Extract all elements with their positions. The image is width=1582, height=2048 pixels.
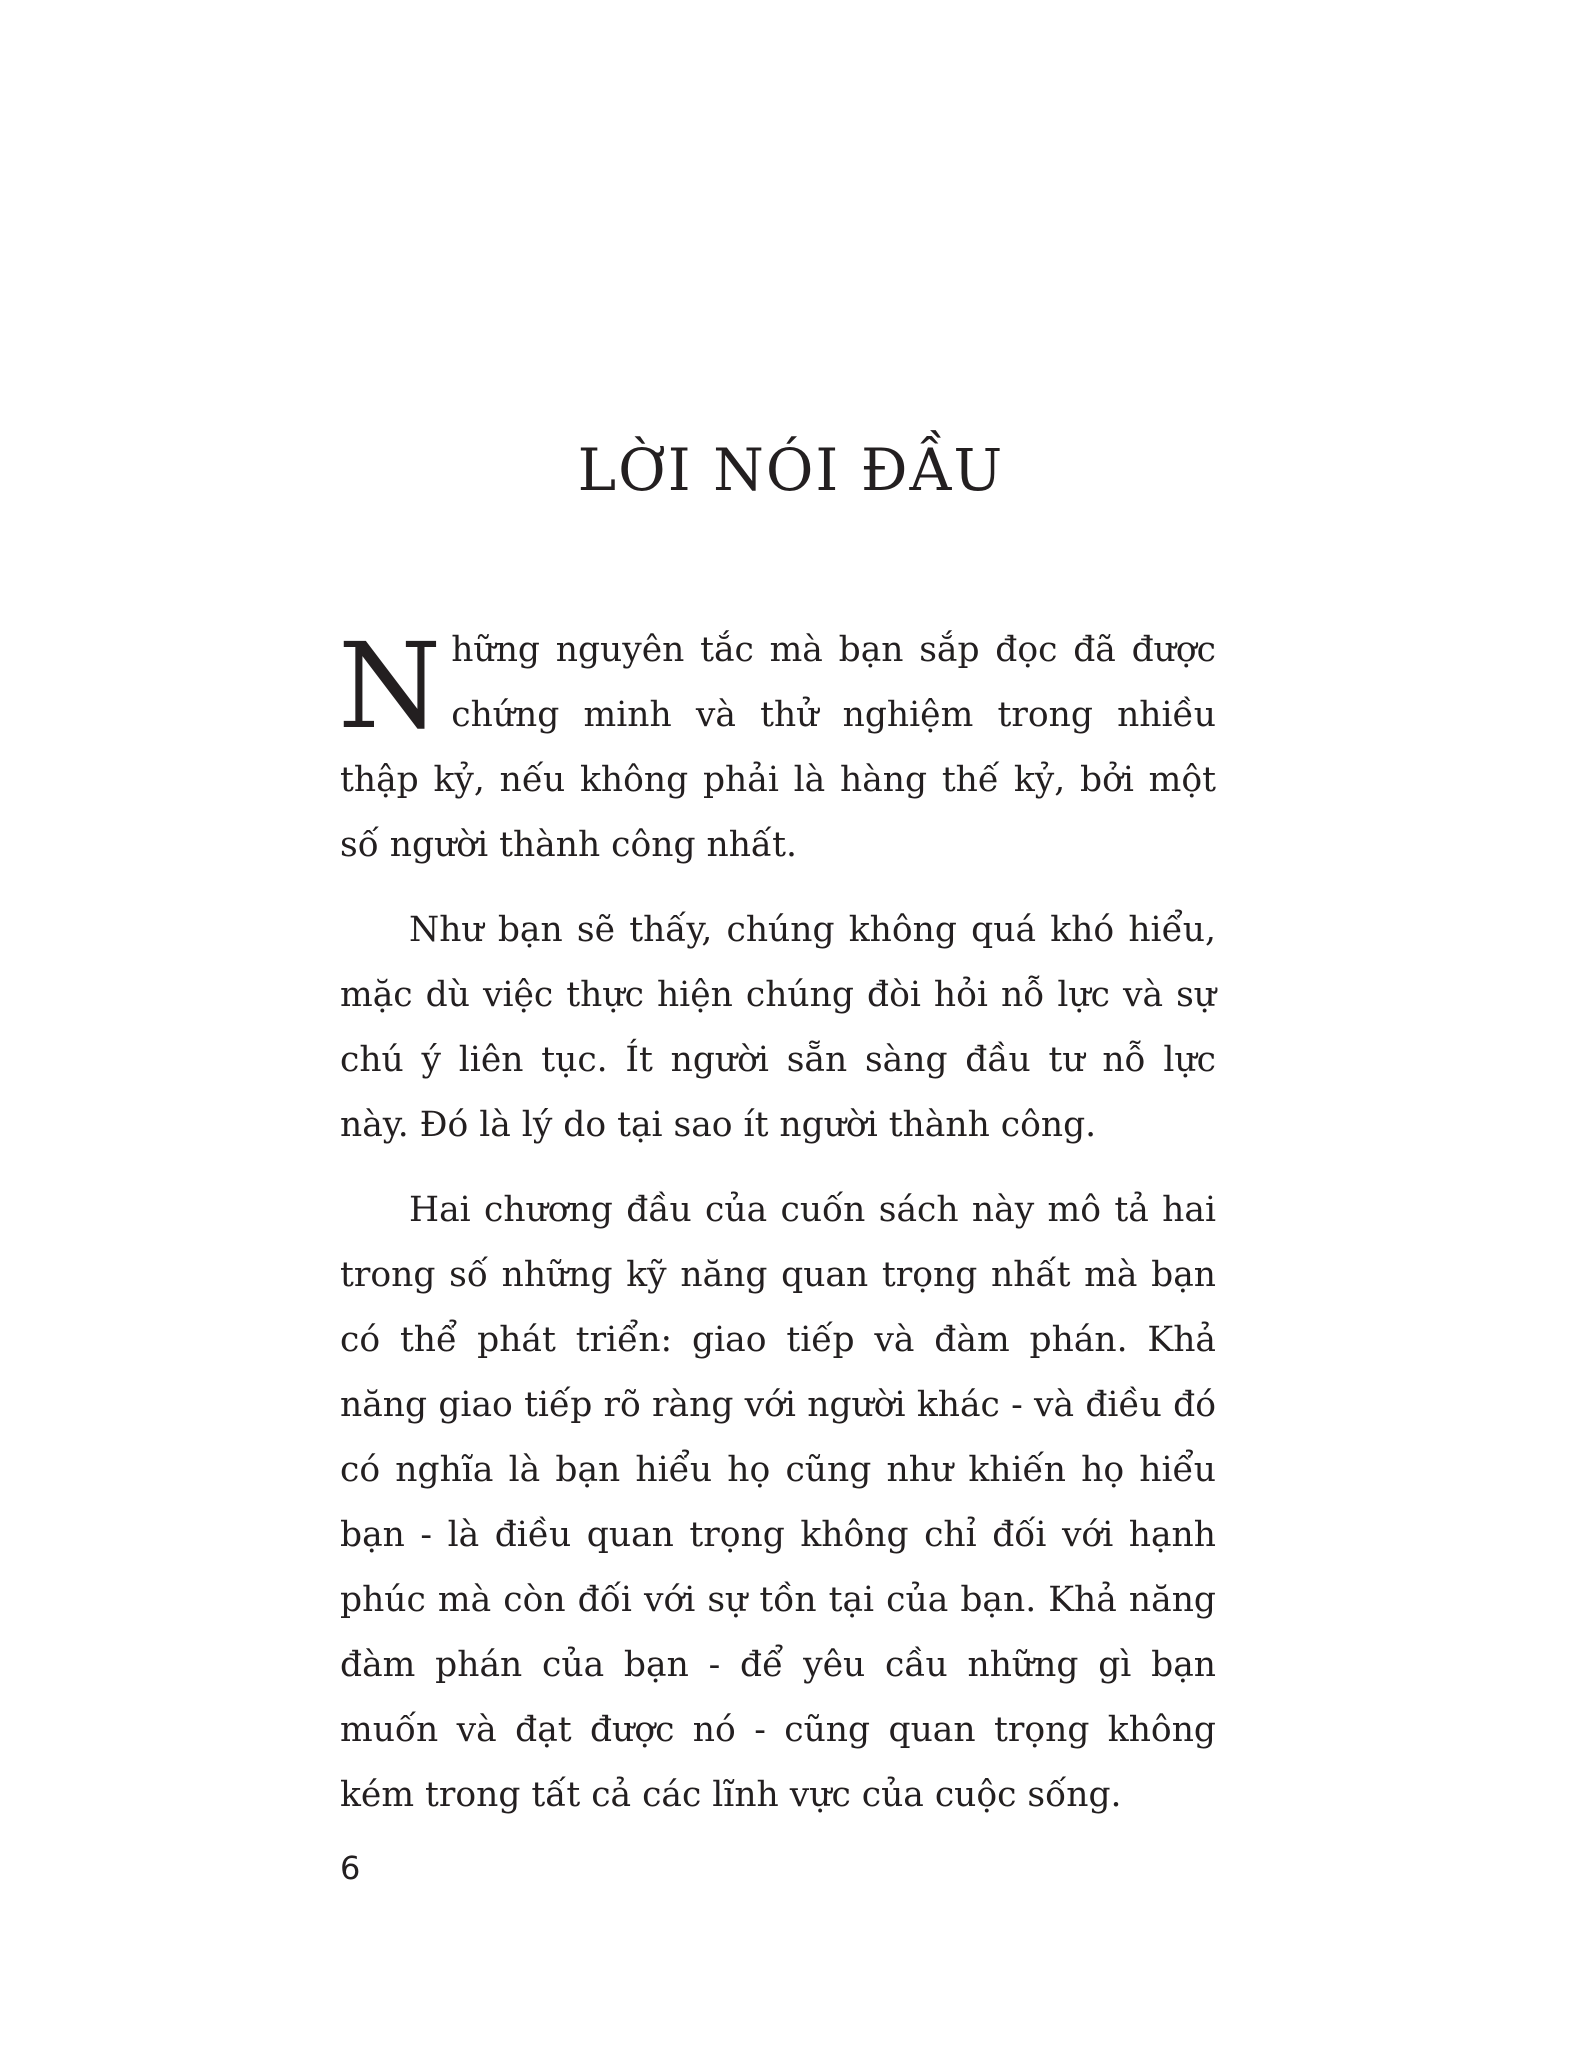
page-number: 6 — [340, 1849, 361, 1887]
drop-cap: N — [338, 617, 442, 755]
page-title: LỜI NÓI ĐẦU — [577, 436, 1005, 504]
paragraph-1-text: hững nguyên tắc mà bạn sắp đọc đã được chứng minh và thử nghiệm trong nhiều thập kỷ, nếu không phải là hàng thế kỷ, bởi một số người thành công nhất. — [340, 630, 1216, 865]
paragraph-2: Như bạn sẽ thấy, chúng không quá khó hiểu, mặc dù việc thực hiện chúng đòi hỏi nỗ lực và sự chú ý liên tục. Ít người sẵn sàng đầu tư nỗ lực này. Đó là lý do tại sao ít người thành công. — [340, 910, 1216, 1145]
paragraph-1 — [340, 618, 1216, 878]
paragraph-3: Hai chương đầu của cuốn sách này mô tả hai trong số những kỹ năng quan trọng nhất mà bạn có thể phát triển: giao tiếp và đàm phán. Khả năng giao tiếp rõ ràng với người khác - và điều đó có nghĩa là bạn hiểu họ cũng như khiến họ hiểu bạn - là điều quan trọng không chỉ đối với hạnh phúc mà còn đối với sự tồn tại của bạn. Khả năng đàm phán của bạn - để yêu cầu những gì bạn muốn và đạt được nó - cũng quan trọng không kém trong tất cả các lĩnh vực của cuộc sống. — [340, 1190, 1216, 1815]
body-text — [340, 618, 1216, 1848]
